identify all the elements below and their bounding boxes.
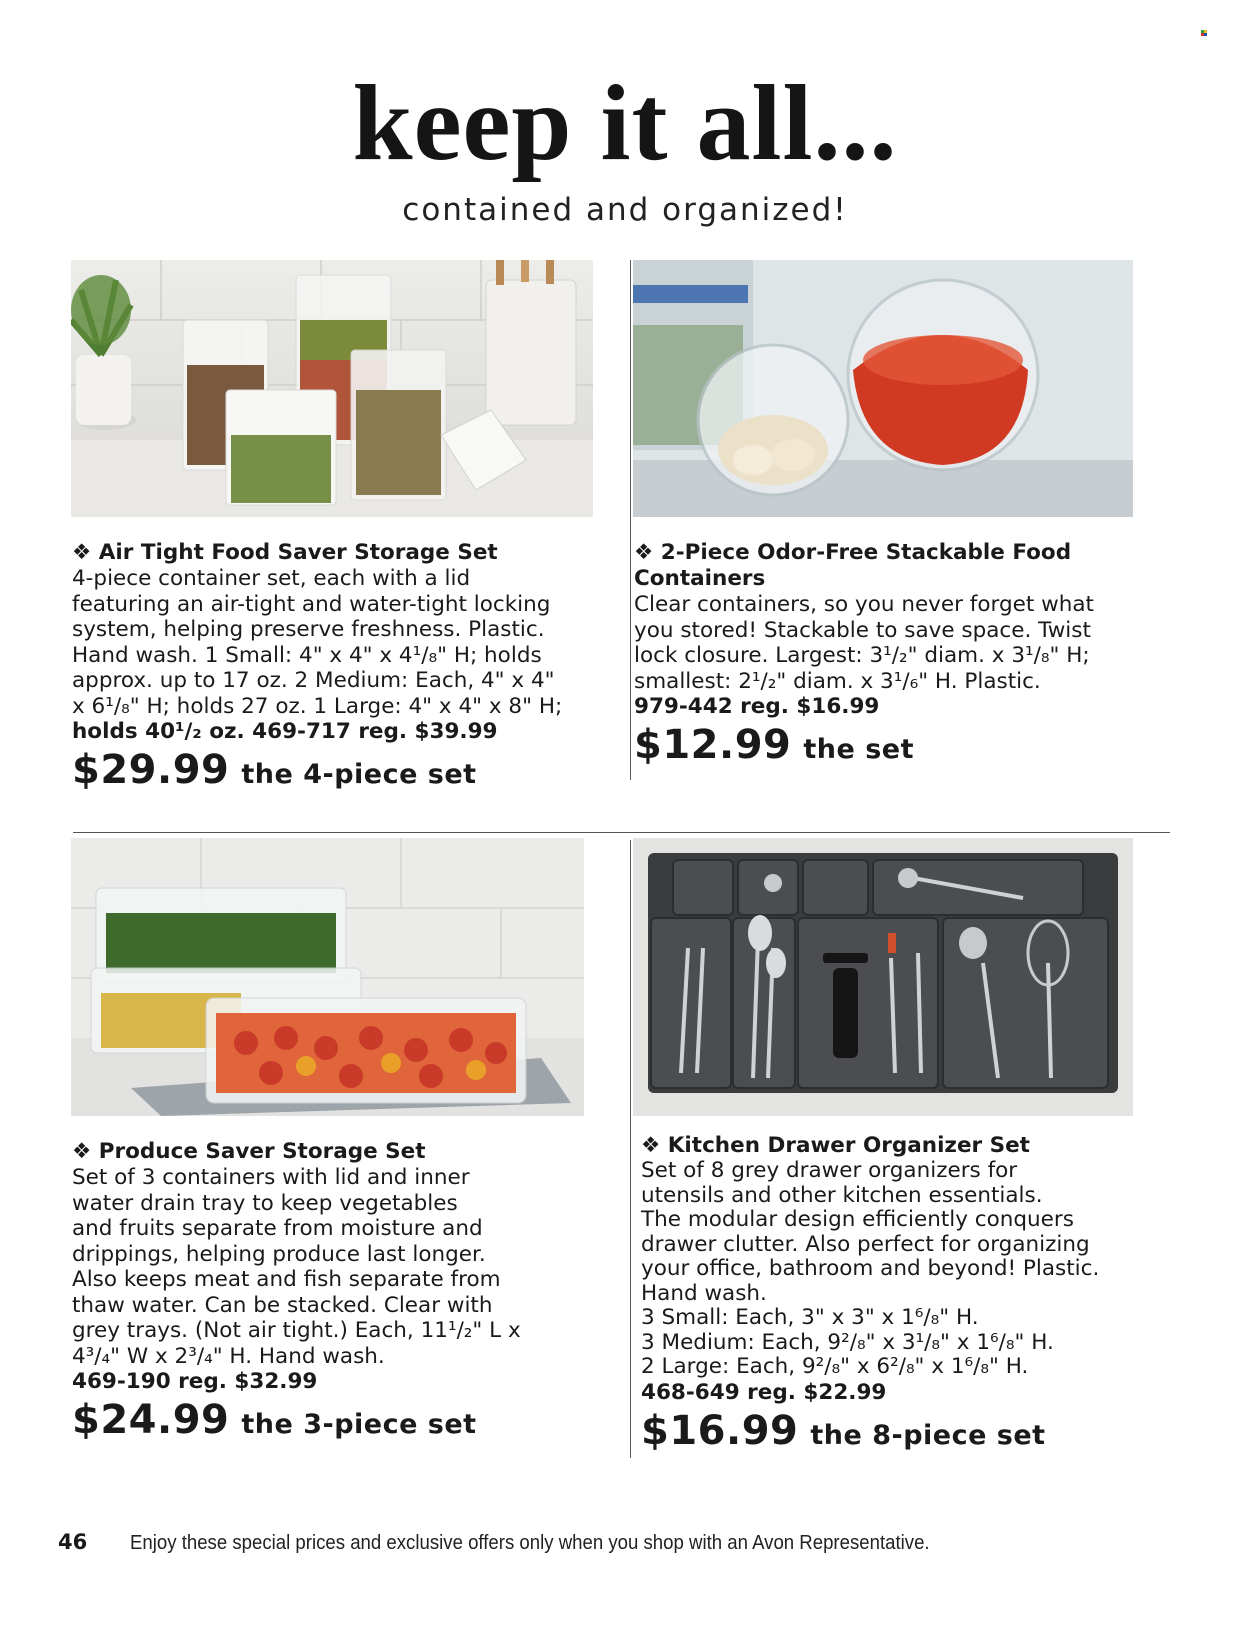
description-line: Hand wash. bbox=[641, 1280, 767, 1306]
sale-price: $24.99 bbox=[72, 1397, 230, 1443]
price-line bbox=[72, 1397, 612, 1443]
description-line: featuring an air-tight and water-tight locking bbox=[72, 591, 551, 617]
product-description bbox=[634, 592, 1154, 694]
product-title: ❖ Produce Saver Storage Set bbox=[72, 1139, 426, 1164]
product-produce-saver bbox=[72, 1139, 612, 1443]
row-divider bbox=[73, 832, 1170, 833]
price-unit: the 8-piece set bbox=[810, 1419, 1046, 1451]
description-line: Set of 3 containers with lid and inner bbox=[72, 1165, 470, 1190]
column-divider-bottom bbox=[630, 840, 631, 1458]
description-line: system, helping preserve freshness. Plastic. bbox=[72, 617, 545, 642]
description-line: 3 Small: Each, 3" x 3" x 1⁶/₈" H. bbox=[641, 1305, 979, 1330]
description-line: drawer clutter. Also perfect for organizing bbox=[641, 1231, 1090, 1257]
product-description bbox=[72, 1165, 612, 1369]
description-line: The modular design efficiently conquers bbox=[641, 1207, 1074, 1232]
column-divider-top bbox=[630, 260, 631, 780]
description-line: water drain tray to keep vegetables bbox=[72, 1190, 458, 1216]
price-unit: the set bbox=[803, 734, 914, 765]
description-line: utensils and other kitchen essentials. bbox=[641, 1182, 1043, 1208]
page-subtitle: contained and organized! bbox=[402, 192, 848, 228]
description-line: lock closure. Largest: 3¹/₂" diam. x 3¹/₈" H; bbox=[634, 643, 1090, 668]
item-number-regular-price: holds 40¹/₂ oz. 469-717 reg. $39.99 bbox=[72, 719, 498, 744]
product-stackable-food-containers bbox=[634, 540, 1154, 768]
item-number-regular-price: 979-442 reg. $16.99 bbox=[634, 694, 880, 719]
description-line: smallest: 2¹/₂" diam. x 3¹/₆" H. Plastic. bbox=[634, 668, 1041, 694]
product-description bbox=[72, 566, 612, 719]
product-air-tight-food-saver bbox=[72, 540, 612, 793]
price-unit: the 4-piece set bbox=[241, 759, 477, 790]
page-title: keep it all... bbox=[352, 64, 898, 183]
description-line: grey trays. (Not air tight.) Each, 11¹/₂" L x bbox=[72, 1318, 521, 1343]
product-title: ❖ Kitchen Drawer Organizer Set bbox=[641, 1133, 1030, 1158]
description-line: your office, bathroom and beyond! Plastic. bbox=[641, 1256, 1100, 1281]
sale-price: $29.99 bbox=[72, 747, 230, 793]
description-line: 2 Large: Each, 9²/₈" x 6²/₈" x 1⁶/₈" H. bbox=[641, 1354, 1029, 1379]
description-line: approx. up to 17 oz. 2 Medium: Each, 4" x 4" bbox=[72, 668, 555, 693]
sale-price: $16.99 bbox=[641, 1407, 799, 1454]
produce-containers-photo bbox=[71, 838, 584, 1116]
description-line: thaw water. Can be stacked. Clear with bbox=[72, 1292, 493, 1318]
footer-disclaimer: Enjoy these special prices and exclusive offers only when you shop with an Avon Representative. bbox=[130, 1532, 930, 1554]
description-line: drippings, helping produce last longer. bbox=[72, 1241, 486, 1267]
sale-price: $12.99 bbox=[634, 722, 792, 768]
item-number-regular-price: 468-649 reg. $22.99 bbox=[641, 1379, 887, 1405]
price-line bbox=[72, 747, 612, 793]
description-line: and fruits separate from moisture and bbox=[72, 1216, 483, 1241]
description-line: 4-piece container set, each with a lid bbox=[72, 566, 471, 591]
round-bowl-containers-photo bbox=[633, 260, 1133, 517]
color-registration-mark bbox=[1201, 30, 1208, 37]
product-description bbox=[641, 1159, 1181, 1380]
item-number-regular-price: 469-190 reg. $32.99 bbox=[72, 1369, 318, 1394]
page-number: 46 bbox=[58, 1530, 88, 1554]
description-line: Also keeps meat and fish separate from bbox=[72, 1267, 501, 1292]
price-line bbox=[641, 1408, 1181, 1454]
product-kitchen-drawer-organizer bbox=[641, 1133, 1181, 1454]
drawer-organizer-photo bbox=[633, 838, 1133, 1116]
description-line: you stored! Stackable to save space. Twist bbox=[634, 617, 1091, 643]
description-line: 3 Medium: Each, 9²/₈" x 3¹/₈" x 1⁶/₈" H. bbox=[641, 1329, 1054, 1355]
description-line: Set of 8 grey drawer organizers for bbox=[641, 1158, 1018, 1183]
description-line: Hand wash. 1 Small: 4" x 4" x 4¹/₈" H; holds bbox=[72, 642, 542, 668]
product-title: ❖ Air Tight Food Saver Storage Set bbox=[72, 540, 498, 565]
price-unit: the 3-piece set bbox=[241, 1409, 477, 1440]
description-line: Clear containers, so you never forget what bbox=[634, 592, 1094, 617]
description-line: x 6¹/₈" H; holds 27 oz. 1 Large: 4" x 4" x 8" H; bbox=[72, 693, 563, 719]
description-line: 4³/₄" W x 2³/₄" H. Hand wash. bbox=[72, 1343, 385, 1369]
food-storage-containers-photo bbox=[71, 260, 593, 517]
product-title: ❖ 2-Piece Odor-Free Stackable Food Containers bbox=[634, 540, 1072, 591]
price-line bbox=[634, 722, 1154, 768]
